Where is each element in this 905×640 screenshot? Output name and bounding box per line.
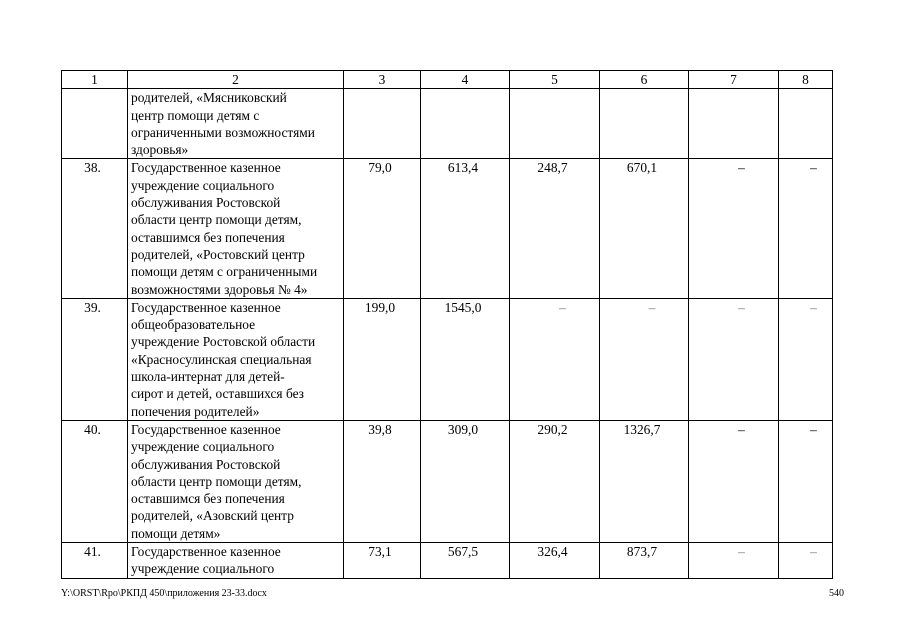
institution-name-cell bbox=[128, 298, 344, 420]
row-number-cell bbox=[62, 89, 128, 159]
value-cell-c3: 73,1 bbox=[344, 543, 421, 579]
name-line: родителей, «Мясниковский bbox=[131, 90, 287, 106]
name-line: учреждение социального bbox=[131, 561, 275, 577]
value-cell-c7: – bbox=[689, 159, 779, 298]
institution-name-cell bbox=[128, 543, 344, 579]
table-row bbox=[62, 420, 833, 542]
name-line: обслуживания Ростовской bbox=[131, 456, 281, 472]
footer-file-path: Y:\ORST\Rpo\РКПД 450\приложения 23-33.docx bbox=[61, 588, 267, 599]
row-number-cell: 40. bbox=[62, 420, 128, 542]
name-line: общеобразовательное bbox=[131, 317, 256, 333]
header-cell: 6 bbox=[600, 71, 689, 89]
name-line: области центр помощи детям, bbox=[131, 212, 302, 228]
name-line: ограниченными возможностями bbox=[131, 124, 315, 140]
value-cell-c8: – bbox=[779, 543, 833, 579]
header-cell: 7 bbox=[689, 71, 779, 89]
table-row bbox=[62, 159, 833, 298]
value-cell-c4: 1545,0 bbox=[421, 298, 510, 420]
value-cell-c5: – bbox=[510, 298, 600, 420]
name-line: Государственное казенное bbox=[131, 421, 281, 437]
value-cell-c8: – bbox=[779, 298, 833, 420]
header-cell: 4 bbox=[421, 71, 510, 89]
value-cell-c4: 567,5 bbox=[421, 543, 510, 579]
name-line: «Красносулинская специальная bbox=[131, 351, 312, 367]
value-cell-c3: 199,0 bbox=[344, 298, 421, 420]
value-cell-c3 bbox=[344, 89, 421, 159]
value-cell-c3: 39,8 bbox=[344, 420, 421, 542]
header-cell: 2 bbox=[128, 71, 344, 89]
table-row bbox=[62, 543, 833, 579]
page-number: 540 bbox=[829, 588, 844, 599]
header-cell: 1 bbox=[62, 71, 128, 89]
value-cell-c7: – bbox=[689, 298, 779, 420]
value-cell-c7 bbox=[689, 89, 779, 159]
name-line: учреждение социального bbox=[131, 177, 275, 193]
institution-name-cell bbox=[128, 89, 344, 159]
row-number-cell: 39. bbox=[62, 298, 128, 420]
value-cell-c5: 326,4 bbox=[510, 543, 600, 579]
name-line: Государственное казенное bbox=[131, 299, 281, 315]
value-cell-c6: 670,1 bbox=[600, 159, 689, 298]
value-cell-c4 bbox=[421, 89, 510, 159]
name-line: центр помощи детям с bbox=[131, 107, 260, 123]
value-cell-c6: 873,7 bbox=[600, 543, 689, 579]
institution-name-cell bbox=[128, 159, 344, 298]
name-line: учреждение социального bbox=[131, 439, 275, 455]
name-line: Государственное казенное bbox=[131, 544, 281, 560]
value-cell-c5: 248,7 bbox=[510, 159, 600, 298]
value-cell-c8: – bbox=[779, 159, 833, 298]
table-row bbox=[62, 298, 833, 420]
name-line: здоровья» bbox=[131, 142, 189, 158]
name-line: оставшимся без попечения bbox=[131, 229, 285, 245]
value-cell-c5: 290,2 bbox=[510, 420, 600, 542]
name-line: школа-интернат для детей- bbox=[131, 369, 285, 385]
name-line: попечения родителей» bbox=[131, 403, 260, 419]
name-line: помощи детям» bbox=[131, 525, 221, 541]
header-cell: 3 bbox=[344, 71, 421, 89]
name-line: сирот и детей, оставшихся без bbox=[131, 386, 304, 402]
name-line: родителей, «Азовский центр bbox=[131, 508, 294, 524]
name-line: Государственное казенное bbox=[131, 160, 281, 176]
name-line: оставшимся без попечения bbox=[131, 491, 285, 507]
name-line: помощи детям с ограниченными bbox=[131, 264, 318, 280]
name-line: области центр помощи детям, bbox=[131, 473, 302, 489]
table-header-row bbox=[62, 71, 833, 89]
row-number-cell: 41. bbox=[62, 543, 128, 579]
name-line: родителей, «Ростовский центр bbox=[131, 246, 305, 262]
value-cell-c7: – bbox=[689, 420, 779, 542]
value-cell-c8 bbox=[779, 89, 833, 159]
value-cell-c6: – bbox=[600, 298, 689, 420]
name-line: учреждение Ростовской области bbox=[131, 334, 316, 350]
data-table bbox=[61, 70, 833, 579]
header-cell: 8 bbox=[779, 71, 833, 89]
value-cell-c4: 613,4 bbox=[421, 159, 510, 298]
value-cell-c6: 1326,7 bbox=[600, 420, 689, 542]
institution-name-cell bbox=[128, 420, 344, 542]
value-cell-c3: 79,0 bbox=[344, 159, 421, 298]
value-cell-c4: 309,0 bbox=[421, 420, 510, 542]
value-cell-c7: – bbox=[689, 543, 779, 579]
value-cell-c8: – bbox=[779, 420, 833, 542]
header-cell: 5 bbox=[510, 71, 600, 89]
row-number-cell: 38. bbox=[62, 159, 128, 298]
value-cell-c5 bbox=[510, 89, 600, 159]
name-line: обслуживания Ростовской bbox=[131, 195, 281, 211]
value-cell-c6 bbox=[600, 89, 689, 159]
table-row bbox=[62, 89, 833, 159]
name-line: возможностями здоровья № 4» bbox=[131, 281, 308, 297]
